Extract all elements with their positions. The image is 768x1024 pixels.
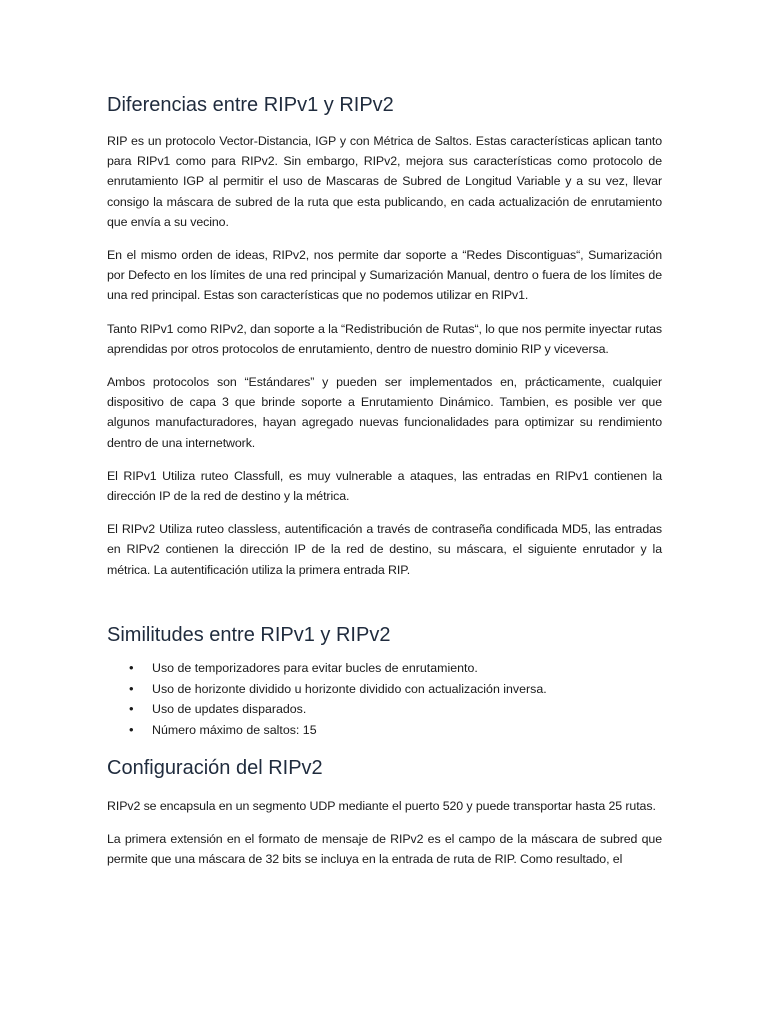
paragraph-ripv2-classless: El RIPv2 Utiliza ruteo classless, autentificación a través de contraseña condificada MD5, las entradas en RIPv2 contienen la dirección IP de la red de destino, su máscara, el siguiente enrutador y la métrica. La autentificación utiliza la primera entrada RIP. <box>107 522 662 577</box>
heading-diferencias: Diferencias entre RIPv1 y RIPv2 <box>107 94 394 116</box>
list-item-text: Número máximo de saltos: 15 <box>152 722 317 737</box>
list-item-text: Uso de temporizadores para evitar bucles de enrutamiento. <box>152 660 478 675</box>
heading-similitudes: Similitudes entre RIPv1 y RIPv2 <box>107 623 391 646</box>
paragraph-redistribucion: Tanto RIPv1 como RIPv2, dan soporte a la “Redistribución de Rutas“, lo que nos permite inyectar rutas aprendidas por otros protocolos de enrutamiento, dentro de nuestro dominio RIP y viceversa. <box>107 321 662 356</box>
list-item <box>107 679 662 700</box>
paragraph-redes-discontiguas: En el mismo orden de ideas, RIPv2, nos permite dar soporte a “Redes Discontiguas“, Sumarización por Defecto en los límites de una red principal y Sumarización Manual, dentro o fuera de los límites de una red principal. Estas son características que no podemos utilizar en RIPv1. <box>107 248 662 303</box>
similitudes-list <box>107 658 662 741</box>
paragraph-mascara-subred: La primera extensión en el formato de mensaje de RIPv2 es el campo de la máscara de subred que permite que una máscara de 32 bits se incluya en la entrada de ruta de RIP. Como resultado, el <box>107 831 662 867</box>
list-item <box>107 720 662 741</box>
list-item-text: Uso de horizonte dividido u horizonte dividido con actualización inversa. <box>152 681 547 696</box>
bullet-icon: • <box>129 701 134 717</box>
paragraph-ripv1-classfull: El RIPv1 Utiliza ruteo Classfull, es muy vulnerable a ataques, las entradas en RIPv1 contienen la dirección IP de la red de destino y la métrica. <box>107 468 662 504</box>
bullet-icon: • <box>129 680 134 696</box>
list-item-text: Uso de updates disparados. <box>152 702 307 717</box>
bullet-icon: • <box>129 659 134 675</box>
list-item <box>107 699 662 720</box>
paragraph-estandares: Ambos protocolos son “Estándares” y pueden ser implementados en, prácticamente, cualquier dispositivo de capa 3 que brinde soporte a Enrutamiento Dinámico. Tambien, es posible ver que algunos manufacturadores, hayan agregado nuevas funcionalidades para optimizar su rendimiento dentro de una internetwork. <box>107 375 662 450</box>
bullet-icon: • <box>129 721 134 737</box>
heading-configuracion: Configuración del RIPv2 <box>107 756 323 779</box>
list-item <box>107 658 662 679</box>
paragraph-udp-puerto: RIPv2 se encapsula en un segmento UDP mediante el puerto 520 y puede transportar hasta 25 rutas. <box>107 798 656 813</box>
paragraph-rip-overview: RIP es un protocolo Vector-Distancia, IGP y con Métrica de Saltos. Estas características aplican tanto para RIPv1 como para RIPv2. Sin embargo, RIPv2, mejora sus características como protocolo de enrutamiento IGP al permitir el uso de Mascaras de Subred de Longitud Variable y a su vez, llevar consigo la máscara de subred de la ruta que esta publicando, en cada actualización de enrutamiento que envía a su vecino. <box>107 134 662 229</box>
